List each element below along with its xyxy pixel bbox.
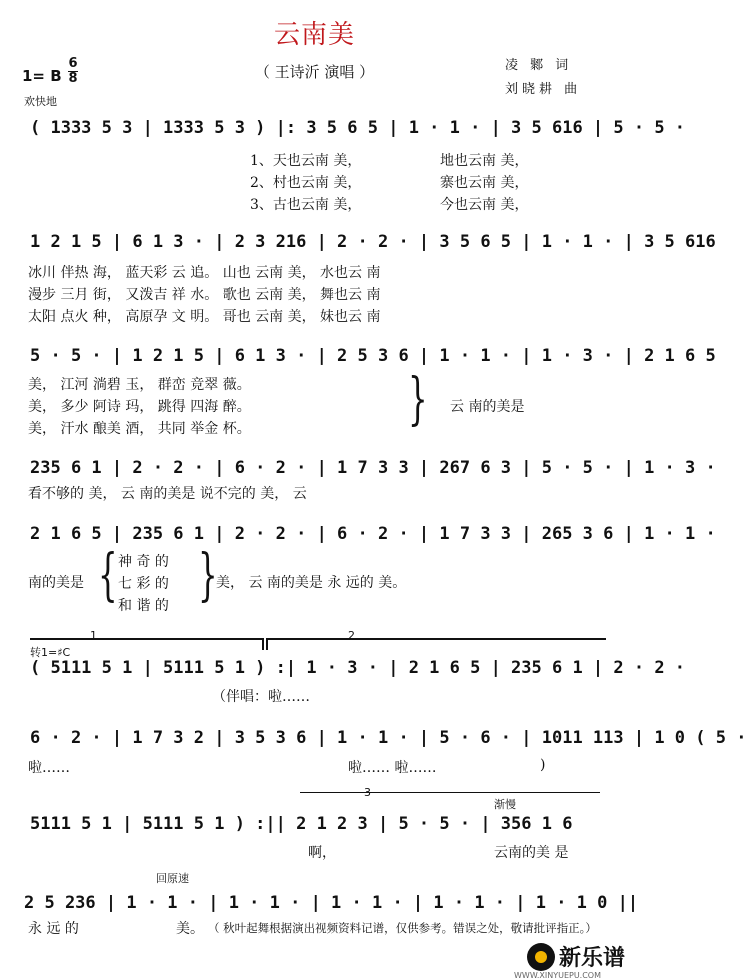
- notation-row-3: 5 · 5 · | 1 2 1 5 | 6 1 3 · | 2 5 3 6 | 1 · 1 · | 1 · 3 · | 2 1 6 5: [30, 346, 716, 366]
- notation-row-4: 235 6 1 | 2 · 2 · | 6 · 2 · | 1 7 3 3 | 267 6 3 | 5 · 5 · | 1 · 3 ·: [30, 458, 716, 478]
- notation-row-9: 2 5 236 | 1 · 1 · | 1 · 1 · | 1 · 1 · | 1 · 1 · | 1 · 1 0 ||: [24, 893, 639, 913]
- lyric-r1-v1a: 1、天也云南 美，: [250, 153, 362, 169]
- lyric-r5-option-2: 七 彩 的: [118, 576, 169, 592]
- lyric-brace-r3: }: [408, 367, 428, 432]
- volta-2-start: [266, 638, 268, 650]
- slur-line: [300, 792, 600, 793]
- volta-1-end: [262, 638, 264, 650]
- lyric-r6: （伴唱：啦……: [212, 689, 310, 705]
- time-denominator: 8: [68, 71, 78, 86]
- lyric-r3-v2: 美， 多少 阿诗 玛， 跳得 四海 醉。: [28, 399, 251, 415]
- lyric-r3-v1: 美， 江河 淌碧 玉， 群峦 竞翠 薇。: [28, 377, 251, 393]
- time-signature: [68, 58, 78, 85]
- lyric-brace-r5-close: }: [198, 543, 218, 608]
- lyric-r9-b: 美。: [176, 921, 204, 937]
- volta-2-label: 2: [348, 629, 355, 642]
- lyric-brace-r5-open: {: [98, 543, 118, 608]
- lyric-r2-v1: 冰川 伴热 海， 蓝天彩 云 追。 山也 云南 美， 水也云 南: [28, 265, 381, 281]
- lyric-r4: 看不够的 美， 云 南的美是 说不完的 美， 云: [28, 486, 307, 502]
- watermark-logo: [527, 941, 625, 972]
- notation-row-7: 6 · 2 · | 1 7 3 2 | 3 5 3 6 | 1 · 1 · | 5 · 6 · | 1011 113 | 1 0 ( 5 ·: [30, 728, 746, 748]
- notation-row-1: ( 1333 5 3 | 1333 5 3 ) |: 3 5 6 5 | 1 · 1 · | 3 5 616 | 5 · 5 ·: [30, 118, 686, 138]
- tempo-return: 回原速: [156, 872, 189, 885]
- song-title: 云南美: [273, 20, 355, 50]
- lyric-r8-b: 云南的美 是: [494, 845, 569, 861]
- lyric-r9-a: 永 远 的: [28, 921, 79, 937]
- lyric-r7-c: ): [540, 757, 546, 773]
- lyricist-credit: 凌 鄹 词: [505, 58, 573, 73]
- notation-row-6: ( 5111 5 1 | 5111 5 1 ) :| 1 · 3 · | 2 1 6 5 | 235 6 1 | 2 · 2 ·: [30, 658, 686, 678]
- lyric-r1-v3a: 3、古也云南 美，: [250, 197, 362, 213]
- tempo-slowing: 渐慢: [494, 798, 516, 811]
- lyric-r7-a: 啦……: [28, 760, 70, 776]
- modulation-mark: 转1=♯C: [30, 646, 71, 659]
- lyric-r2-v3: 太阳 点火 种， 高原孕 文 明。 哥也 云南 美， 妹也云 南: [28, 309, 381, 325]
- notation-row-8: 5111 5 1 | 5111 5 1 ) :|| 2 1 2 3 | 5 · 5 · | 356 1 6: [30, 814, 573, 834]
- composer-credit: 刘晓耕 曲: [505, 82, 582, 97]
- lyric-r2-v2: 漫步 三月 街， 又泼吉 祥 水。 歌也 云南 美， 舞也云 南: [28, 287, 381, 303]
- tempo-mark: 欢快地: [24, 95, 57, 108]
- volta-2-line: [266, 638, 606, 640]
- notation-row-5: 2 1 6 5 | 235 6 1 | 2 · 2 · | 6 · 2 · | 1 7 3 3 | 265 3 6 | 1 · 1 ·: [30, 524, 716, 544]
- lyric-r3-v3: 美， 汗水 酿美 酒， 共同 举金 杯。: [28, 421, 251, 437]
- key-signature: 1= B: [22, 67, 62, 85]
- watermark-url: WWW.XINYUEPU.COM: [514, 971, 601, 980]
- transcription-note: （ 秋叶起舞根据演出视频资料记谱，仅供参考。错误之处，敬请批评指正。）: [208, 921, 597, 935]
- time-numerator: 6: [68, 56, 78, 71]
- lyric-r7-b: 啦…… 啦……: [348, 760, 437, 776]
- notation-row-2: 1 2 1 5 | 6 1 3 · | 2 3 216 | 2 · 2 · | 3 5 6 5 | 1 · 1 · | 3 5 616: [30, 232, 716, 252]
- lyric-r5-b: 美， 云 南的美是 永 远的 美。: [216, 575, 407, 591]
- lyric-r1-v2a: 2、村也云南 美，: [250, 175, 362, 191]
- lyric-r5-option-3: 和 谐 的: [118, 598, 169, 614]
- lyric-r1-v2b: 寨也云南 美，: [440, 175, 529, 191]
- lyric-r1-v1b: 地也云南 美，: [440, 153, 529, 169]
- lyric-r8-a: 啊，: [308, 845, 336, 861]
- volta-1-line: [30, 638, 262, 640]
- volta-1-label: 1: [90, 629, 97, 642]
- lyric-r1-v3b: 今也云南 美，: [440, 197, 529, 213]
- lyric-r5-a: 南的美是: [28, 575, 84, 591]
- watermark-text: 新乐谱: [558, 946, 625, 971]
- lyric-r3-tail: 云 南的美是: [450, 399, 525, 415]
- performer-subtitle: （ 王诗沂 演唱 ）: [254, 63, 375, 81]
- music-note-icon: [527, 943, 555, 971]
- lyric-r5-option-1: 神 奇 的: [118, 554, 169, 570]
